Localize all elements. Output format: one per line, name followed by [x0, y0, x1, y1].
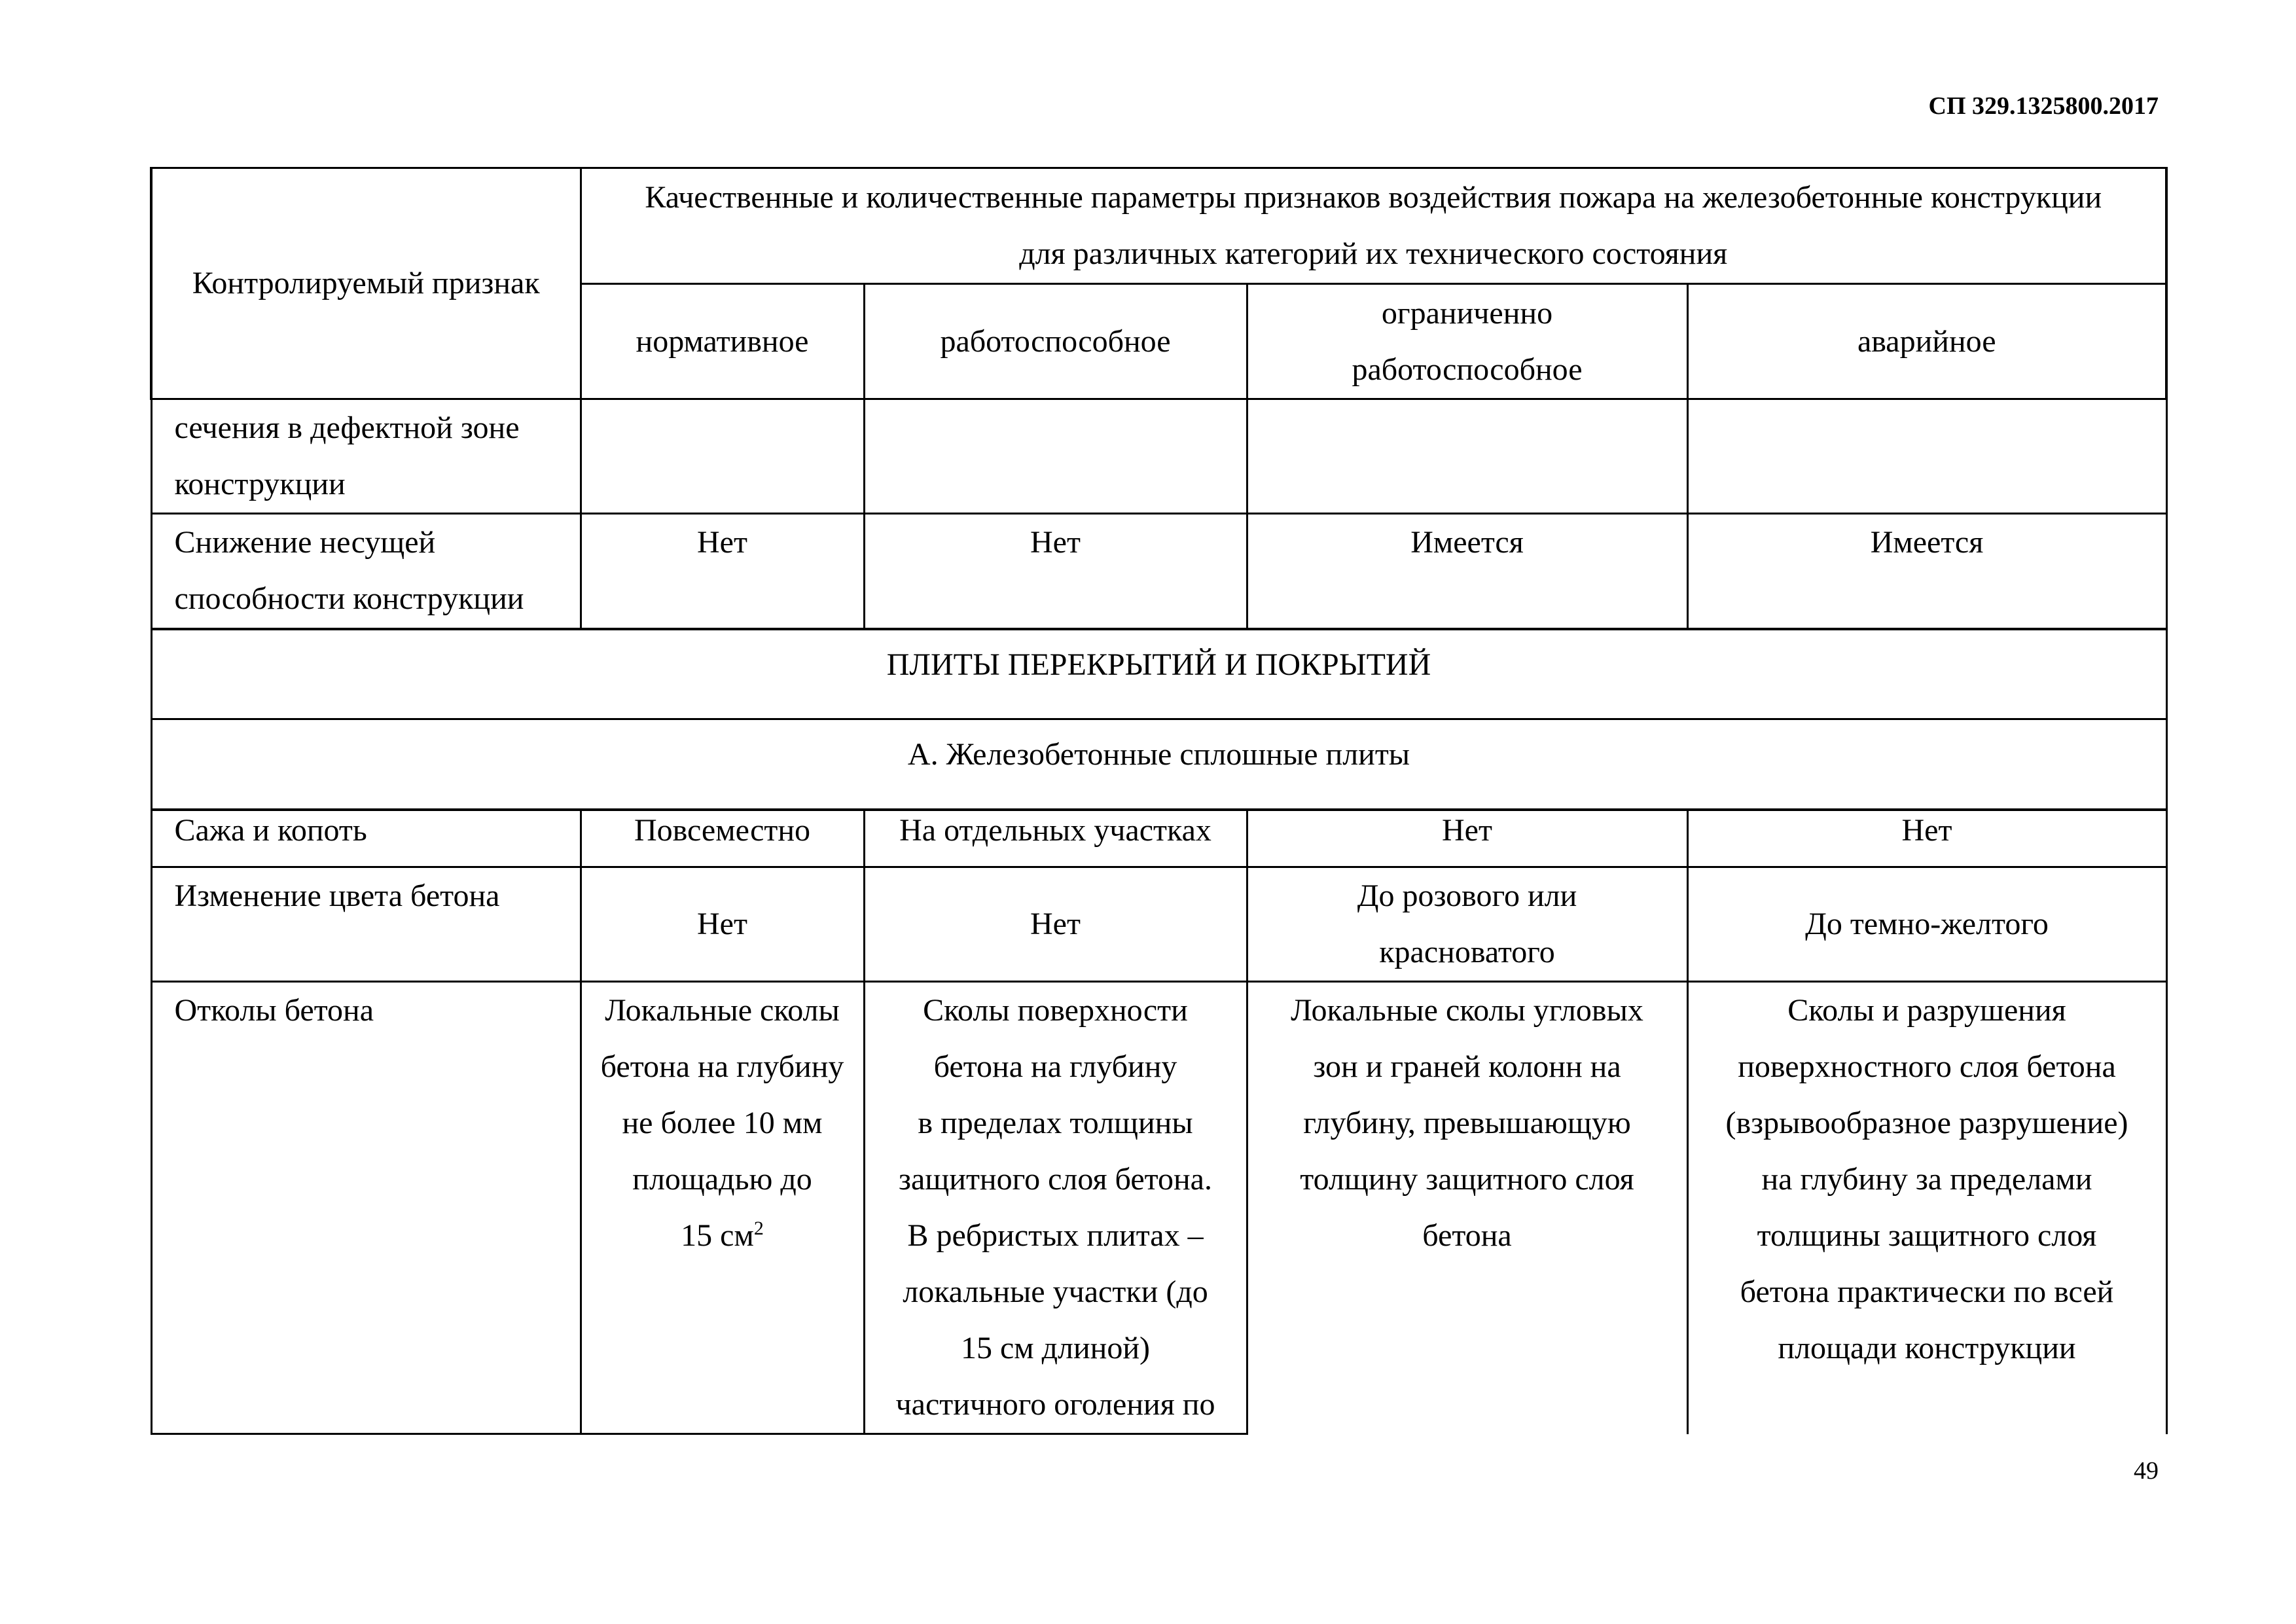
text-line: (взрывообразное разрушение): [1725, 1106, 2128, 1140]
subsection-title: А. Железобетонные сплошные плиты: [151, 719, 2166, 810]
text-line: защитного слоя бетона.: [899, 1162, 1212, 1197]
section-row: [151, 629, 2166, 719]
row-feature-cell: Изменение цвета бетона: [151, 867, 581, 982]
text-line: локальные участки (до: [903, 1274, 1208, 1309]
text-line: бетона на глубину: [933, 1049, 1177, 1084]
value-limited-line2: красноватого: [1379, 935, 1555, 969]
text-line: толщину защитного слоя: [1300, 1162, 1634, 1197]
value-workable: [864, 982, 1247, 1434]
table-row: [151, 982, 2166, 1434]
text-line: 15 см длиной): [960, 1331, 1151, 1365]
value-limited: [1247, 867, 1687, 982]
text-line: площадью до: [632, 1162, 812, 1197]
text-line: Сколы и разрушения: [1787, 993, 2066, 1028]
value-emergency: До темно-желтого: [1687, 867, 2166, 982]
document-code: СП 329.1325800.2017: [1928, 92, 2159, 120]
text-line: в пределах толщины: [918, 1106, 1193, 1140]
value-limited: [1247, 982, 1687, 1434]
category-limited: [1247, 284, 1687, 399]
row-feature-cell: Сажа и копоть: [151, 810, 581, 867]
empty-cell: [581, 399, 864, 514]
parameters-header-line2: для различных категорий их технического состояния: [1019, 236, 1728, 271]
section-title: ПЛИТЫ ПЕРЕКРЫТИЙ И ПОКРЫТИЙ: [151, 629, 2166, 719]
text-line: бетона: [1422, 1218, 1512, 1253]
value-normative: [581, 982, 864, 1434]
row-feature-cell: [151, 514, 581, 629]
row-feature-cell: [151, 399, 581, 514]
value-workable: Нет: [864, 867, 1247, 982]
row-feature-line1: сечения в дефектной зоне: [174, 410, 520, 445]
text-line: бетона на глубину: [600, 1049, 844, 1084]
area-value: 15 см: [681, 1218, 754, 1253]
text-line: бетона практически по всей: [1740, 1274, 2114, 1309]
table-row: [151, 867, 2166, 982]
empty-cell: [864, 399, 1247, 514]
value-limited: Имеется: [1247, 514, 1687, 629]
parameters-header: [581, 168, 2166, 284]
text-line: Локальные сколы: [605, 993, 840, 1028]
assessment-table: [150, 167, 2168, 1435]
text-line: Сколы поверхности: [923, 993, 1188, 1028]
table-row: [151, 810, 2166, 867]
value-emergency: [1687, 982, 2166, 1434]
feature-column-header-text: Контролируемый признак: [192, 266, 540, 300]
table-row: [151, 514, 2166, 629]
parameters-header-line1: Качественные и количественные параметры признаков воздействия пожара на железобетонные конструкции: [645, 180, 2102, 215]
row-feature-line2: конструкции: [174, 467, 346, 501]
value-limited: Нет: [1247, 810, 1687, 867]
value-emergency: Имеется: [1687, 514, 2166, 629]
empty-cell: [1247, 399, 1687, 514]
text-line: не более 10 мм: [622, 1106, 823, 1140]
subsection-row: [151, 719, 2166, 810]
text-line: площади конструкции: [1778, 1331, 2076, 1365]
category-workable: работоспособное: [864, 284, 1247, 399]
value-workable: На отдельных участках: [864, 810, 1247, 867]
row-feature-line2: способности конструкции: [174, 581, 524, 616]
unit-exponent: 2: [753, 1218, 764, 1239]
table-row: [151, 399, 2166, 514]
text-line: на глубину за пределами: [1761, 1162, 2092, 1197]
text-line-with-unit: [590, 1208, 855, 1264]
text-line: зон и граней колонн на: [1313, 1049, 1621, 1084]
text-line: глубину, превышающую: [1303, 1106, 1631, 1140]
row-feature-line1: Снижение несущей: [174, 525, 436, 560]
text-line: В ребристых плитах –: [907, 1218, 1204, 1253]
category-emergency: аварийное: [1687, 284, 2166, 399]
value-normative: Повсеместно: [581, 810, 864, 867]
feature-column-header: [151, 168, 581, 399]
row-feature-cell: Отколы бетона: [151, 982, 581, 1434]
page-number: 49: [2134, 1457, 2159, 1485]
value-emergency: Нет: [1687, 810, 2166, 867]
category-normative: нормативное: [581, 284, 864, 399]
value-normative: Нет: [581, 514, 864, 629]
value-limited-line1: До розового или: [1357, 878, 1577, 913]
text-line: Локальные сколы угловых: [1291, 993, 1643, 1028]
category-limited-line1: ограниченно: [1381, 295, 1553, 331]
value-normative: Нет: [581, 867, 864, 982]
text-line: толщины защитного слоя: [1757, 1218, 2097, 1253]
text-line: частичного оголения по: [895, 1387, 1215, 1422]
value-workable: Нет: [864, 514, 1247, 629]
category-limited-line2: работоспособное: [1352, 352, 1583, 387]
empty-cell: [1687, 399, 2166, 514]
text-line: поверхностного слоя бетона: [1738, 1049, 2116, 1084]
